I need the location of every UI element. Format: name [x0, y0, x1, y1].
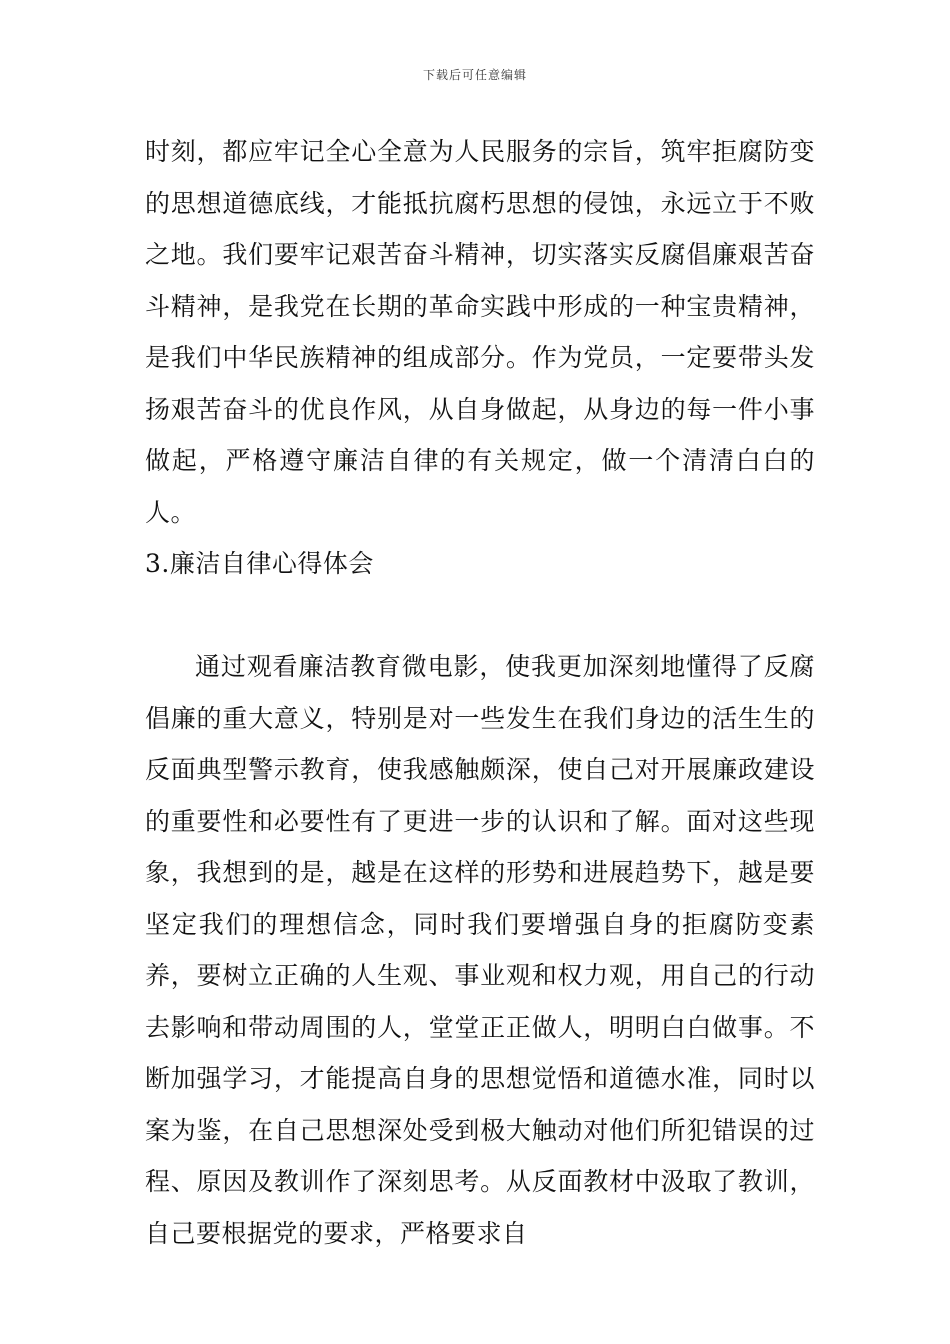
blank-line: [145, 590, 815, 642]
paragraph-reflection: 通过观看廉洁教育微电影，使我更加深刻地懂得了反腐倡廉的重大意义，特别是对一些发生在我们身边的活生生的反面典型警示教育，使我感触颇深，使自己对开展廉政建设的重要性和必要性有了更进一步的认识和了解。面对这些现象，我想到的是，越是在这样的形势和进展趋势下，越是要坚定我们的理想信念，同时我们要增强自身的拒腐防变素养，要树立正确的人生观、事业观和权力观，用自己的行动去影响和带动周围的人，堂堂正正做人，明明白白做事。不断加强学习，才能提高自身的思想觉悟和道德水准，同时以案为鉴，在自己思想深处受到极大触动对他们所犯错误的过程、原因及教训作了深刻思考。从反面教材中汲取了教训，自己要根据党的要求，严格要求自: [145, 652, 815, 1248]
document-body: [145, 126, 815, 1259]
paragraph-continuation: 时刻，都应牢记全心全意为人民服务的宗旨，筑牢拒腐防变的思想道德底线，才能抵抗腐朽思想的侵蚀，永远立于不败之地。我们要牢记艰苦奋斗精神，切实落实反腐倡廉艰苦奋斗精神，是我党在长期的革命实践中形成的一种宝贵精神，是我们中华民族精神的组成部分。作为党员，一定要带头发扬艰苦奋斗的优良作风，从自身做起，从身边的每一件小事做起，严格遵守廉洁自律的有关规定，做一个清清白白的人。: [145, 137, 815, 527]
page-header: 下载后可任意编辑: [422, 68, 527, 82]
section-heading: 3.廉洁自律心得体会: [145, 549, 374, 578]
